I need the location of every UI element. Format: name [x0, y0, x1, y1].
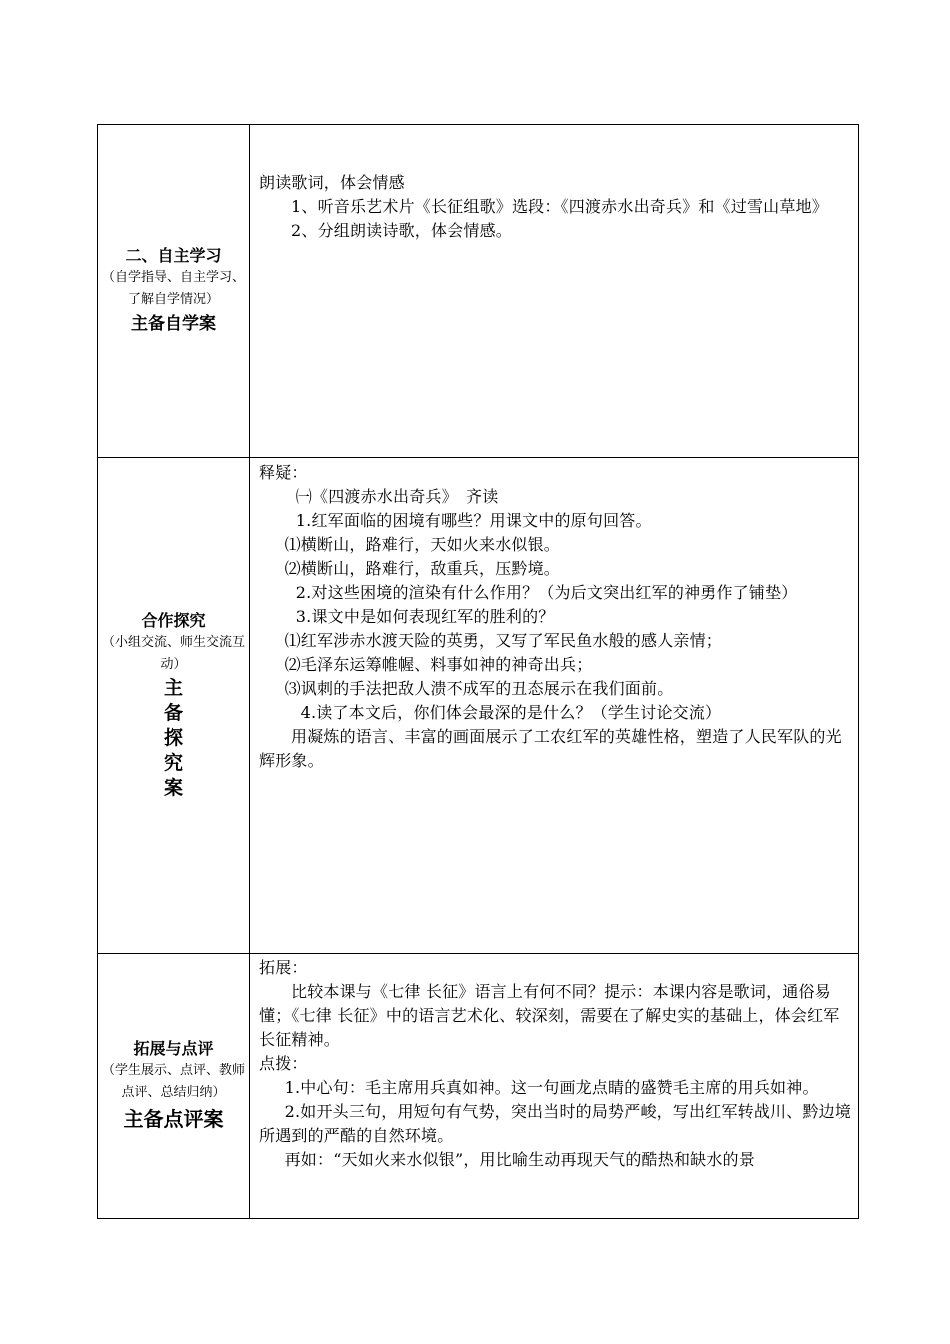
extension-row [98, 954, 859, 1219]
content-line: ⑴红军涉赤水渡天险的英勇，又写了军民鱼水般的感人亲情； [284, 631, 722, 650]
extension-content [259, 954, 852, 1172]
content-line: ⑶讽刺的手法把敌人溃不成军的丑态展示在我们面前。 [284, 679, 674, 698]
extension-subtitle: （学生展示、点评、教师点评、总结归纳） [101, 1063, 245, 1100]
content-line: 2.对这些困境的渲染有什么作用？（为后文突出红军的神勇作了铺垫） [295, 583, 798, 602]
inquiry-tag-char: 备 [163, 702, 183, 724]
inquiry-content [259, 458, 852, 773]
lesson-plan-table [97, 124, 859, 1219]
content-line: 拓展： [259, 958, 308, 977]
self-study-content-cell [250, 125, 859, 458]
inquiry-tag-char: 主 [163, 677, 183, 699]
content-line: 2、分组朗读诗歌，体会情感。 [291, 221, 512, 240]
content-line: 2.如开头三句，用短句有气势，突出当时的局势严峻，写出红军转战川、黔边境所遇到的严酷的自然环境。 [259, 1102, 852, 1145]
self-study-tag: 主备自学案 [131, 314, 216, 334]
self-study-label-cell [98, 125, 250, 458]
inquiry-title: 合作探究 [141, 611, 206, 630]
content-line: 朗读歌词，体会情感 [259, 173, 405, 192]
content-line: 1.红军面临的困境有哪些？用课文中的原句回答。 [295, 511, 652, 530]
content-line: 点拨： [259, 1054, 308, 1073]
content-line: 释疑： [259, 463, 308, 482]
content-line: 1、听音乐艺术片《长征组歌》选段：《四渡赤水出奇兵》和《过雪山草地》 [291, 197, 828, 216]
inquiry-tag-char: 究 [163, 752, 183, 774]
content-line: ⑵横断山，路难行，敌重兵，压黔境。 [284, 559, 560, 578]
content-line: 用凝炼的语言、丰富的画面展示了工农红军的英雄性格，塑造了人民军队的光辉形象。 [259, 727, 842, 770]
extension-title: 拓展与点评 [133, 1039, 214, 1058]
self-study-title: 二、自主学习 [125, 246, 222, 265]
inquiry-row [98, 458, 859, 954]
content-line: 1.中心句：毛主席用兵真如神。这一句画龙点睛的盛赞毛主席的用兵如神。 [284, 1078, 819, 1097]
inquiry-label-cell [98, 458, 250, 954]
self-study-row [98, 125, 859, 458]
inquiry-subtitle: （小组交流、师生交流互动） [101, 635, 245, 672]
extension-tag: 主备点评案 [123, 1107, 224, 1131]
extension-label-cell [98, 954, 250, 1219]
self-study-subtitle: （自学指导、自主学习、了解自学情况） [101, 270, 245, 307]
extension-content-cell [250, 954, 859, 1219]
content-line: 3.课文中是如何表现红军的胜利的？ [295, 607, 555, 626]
content-line: ⑴横断山，路难行，天如火来水似银。 [284, 535, 560, 554]
inquiry-content-cell [250, 458, 859, 954]
inquiry-tag-char: 案 [163, 777, 183, 799]
content-line: 再如：“天如火来水似银”，用比喻生动再现天气的酷热和缺水的景 [284, 1150, 755, 1169]
content-line: ㈠《四渡赤水出奇兵》 齐读 [295, 487, 499, 506]
self-study-content [259, 125, 852, 243]
inquiry-tag-char: 探 [163, 727, 183, 749]
content-line: 4.读了本文后，你们体会最深的是什么？（学生讨论交流） [300, 703, 722, 722]
content-line: ⑵毛泽东运筹帷幄、料事如神的神奇出兵； [284, 655, 593, 674]
content-line: 比较本课与《七律 长征》语言上有何不同？提示：本课内容是歌词，通俗易懂；《七律 长征》中的语言艺术化、较深刻，需要在了解史实的基础上，体会红军长征精神。 [259, 982, 840, 1049]
